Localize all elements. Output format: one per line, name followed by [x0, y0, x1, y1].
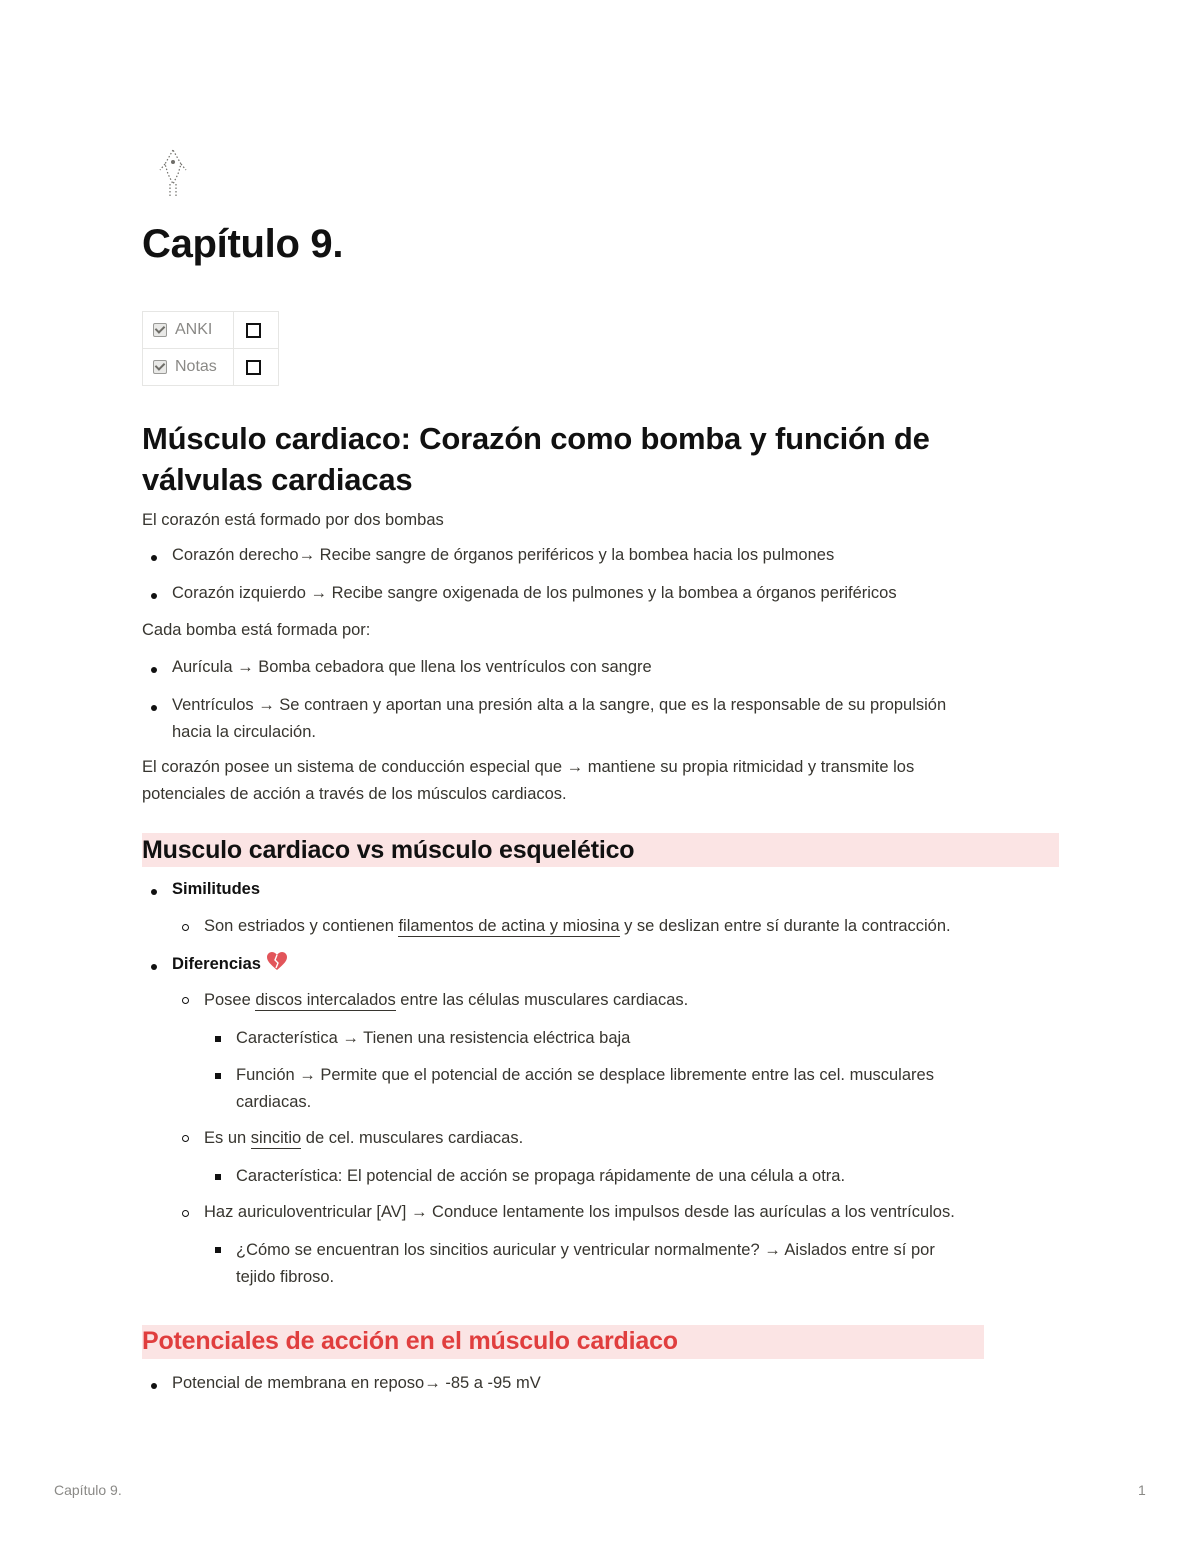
- list-item: Corazón izquierdo → Recibe sangre oxigenada de los pulmones y la bombea a órganos periféricos: [172, 584, 897, 602]
- underlined-text: discos intercalados: [255, 991, 396, 1009]
- list-item: Potencial de membrana en reposo→ -85 a -95 mV: [172, 1374, 541, 1392]
- list-item-continuation: tejido fibroso.: [236, 1268, 335, 1286]
- diferencias-label: Diferencias: [172, 955, 261, 973]
- list-item: Corazón derecho→ Recibe sangre de órganos periféricos y la bombea hacia los pulmones: [172, 546, 835, 564]
- checkbox-property-icon: [153, 360, 167, 374]
- page-title: Capítulo 9.: [142, 222, 344, 266]
- bullet-dot: [151, 593, 157, 599]
- property-row-anki: [143, 312, 279, 349]
- heart-icon: [266, 951, 288, 971]
- footer-title: Capítulo 9.: [54, 1482, 122, 1498]
- property-row-notas: [143, 349, 279, 386]
- underlined-text: sincitio: [250, 1129, 302, 1147]
- bullet-circle: [182, 997, 189, 1004]
- anki-checkbox[interactable]: [246, 323, 261, 338]
- notas-checkbox[interactable]: [246, 360, 261, 375]
- bullet-square: [215, 1247, 221, 1253]
- bullet-square: [215, 1174, 221, 1180]
- checkbox-property-icon: [153, 323, 167, 337]
- list-item: Característica: El potencial de acción se propaga rápidamente de una célula a otra.: [236, 1167, 846, 1185]
- bullet-dot: [151, 889, 157, 895]
- paragraph-intro: El corazón está formado por dos bombas: [142, 511, 444, 529]
- bullet-circle: [182, 1135, 189, 1142]
- section-heading-cardiaco-vs-esqueletico: Musculo cardiaco vs músculo esquelético: [142, 836, 635, 864]
- bullet-circle: [182, 924, 189, 931]
- property-name-notas: Notas: [175, 358, 217, 375]
- list-item-continuation: hacia la circulación.: [172, 723, 316, 741]
- list-item: Es un sincitio de cel. musculares cardiacas.: [204, 1129, 524, 1147]
- bullet-dot: [151, 1383, 157, 1389]
- bullet-dot: [151, 667, 157, 673]
- bullet-dot: [151, 705, 157, 711]
- list-item: ¿Cómo se encuentran los sincitios auricular y ventricular normalmente? → Aislados entre sí por: [236, 1241, 935, 1259]
- list-item: Función → Permite que el potencial de acción se desplace libremente entre las cel. musculares: [236, 1066, 934, 1084]
- bullet-square: [215, 1073, 221, 1079]
- paragraph-intro-2: Cada bomba está formada por:: [142, 621, 371, 639]
- underlined-text: filamentos de actina y miosina: [398, 917, 620, 935]
- property-name-anki: ANKI: [175, 321, 213, 338]
- list-item: Ventrículos → Se contraen y aportan una presión alta a la sangre, que es la responsable de su propulsión: [172, 696, 947, 714]
- list-item: Aurícula → Bomba cebadora que llena los ventrículos con sangre: [172, 658, 652, 676]
- list-item: Haz auriculoventricular [AV] → Conduce lentamente los impulsos desde las aurículas a los ventrículos.: [204, 1203, 955, 1221]
- page-number: 1: [1138, 1482, 1146, 1498]
- bullet-square: [215, 1036, 221, 1042]
- paragraph-conduccion-line-1: El corazón posee un sistema de conducción especial que → mantiene su propia ritmicidad y transmite los: [142, 758, 915, 776]
- bullet-circle: [182, 1210, 189, 1217]
- similitudes-label: Similitudes: [172, 880, 261, 898]
- list-item: Característica → Tienen una resistencia eléctrica baja: [236, 1029, 631, 1047]
- properties-table: [142, 311, 279, 386]
- paragraph-conduccion-line-2: potenciales de acción a través de los músculos cardiacos.: [142, 785, 567, 803]
- list-item: Son estriados y contienen filamentos de actina y miosina y se deslizan entre sí durante la contracción.: [204, 917, 951, 935]
- list-item: Posee discos intercalados entre las células musculares cardiacas.: [204, 991, 689, 1009]
- section-heading-musculo-cardiaco: Músculo cardiaco: Corazón como bomba y función de válvulas cardiacas: [142, 421, 930, 497]
- bullet-dot: [151, 964, 157, 970]
- page-icon: [156, 144, 190, 200]
- section-heading-potenciales-de-accion: Potenciales de acción en el músculo cardiaco: [142, 1327, 678, 1355]
- list-item-continuation: cardiacas.: [236, 1093, 312, 1111]
- bullet-dot: [151, 555, 157, 561]
